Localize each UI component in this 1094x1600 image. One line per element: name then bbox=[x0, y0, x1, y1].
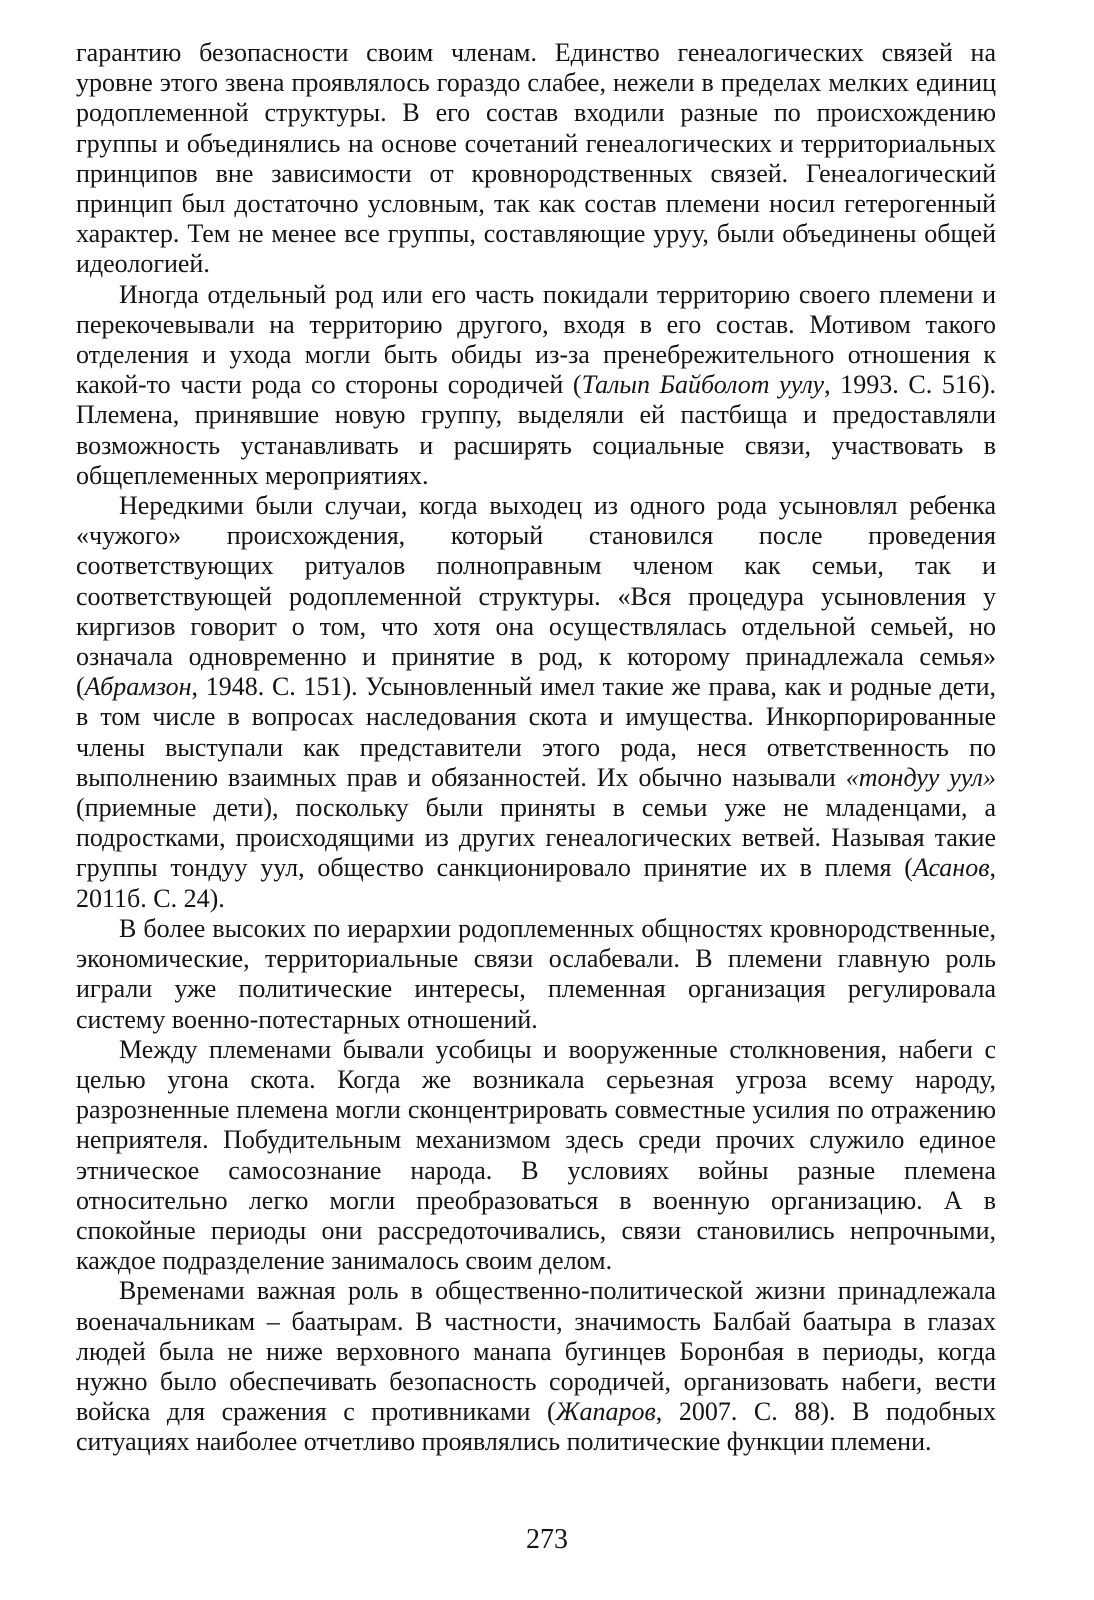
citation-italic-text: Асанов bbox=[912, 853, 990, 883]
citation-italic-text: Талып Байболот уулу bbox=[581, 370, 825, 400]
paragraph-text: Между племенами бывали усобицы и вооруженные столкновения, набеги с целью угона скота. Когда же возникала серьезная угроза всему народу, разрозненные племена могли сконцентрировать совместные усилия по отражению неприятеля. Побудительным механизмом здесь среди прочих служило единое этническое самосознание народа. В условиях войны разные племена относительно легко могли преобразоваться в военную организацию. А в спокойные периоды они рассредоточивались, связи становились непрочными, каждое подразделение занималось своим делом. bbox=[76, 1034, 996, 1276]
citation-italic-text: «тондуу уул» bbox=[845, 762, 996, 792]
paragraph-text: Временами важная роль в общественно-политической жизни принадлежала военачальникам – баатырам. В частности, значимость Балбай баатыра в глазах людей была не ниже верховного манапа бугинцев Боронбая в периоды, когда нужно было обеспечивать безопасность сородичей, организовать набеги, вести войска для сражения с противниками ( bbox=[76, 1276, 996, 1427]
body-paragraph bbox=[76, 38, 996, 280]
body-paragraph bbox=[76, 280, 996, 491]
body-paragraph bbox=[76, 1035, 996, 1277]
citation-italic-text: Абрамзон bbox=[84, 672, 192, 702]
page-number: 273 bbox=[526, 1524, 568, 1555]
body-paragraph bbox=[76, 491, 996, 914]
paragraph-text: , 1993. С. 516). Племена, принявшие новую группу, выделяли ей пастбища и предоставляли возможность устанавливать и расширять социальные связи, участвовать в общеплеменных мероприятиях. bbox=[76, 370, 997, 490]
paragraph-text: В более высоких по иерархии родоплеменных общностях кровнородственные, экономические, территориальные связи ослабевали. В племени главную роль играли уже политические интересы, племенная организация регулировала систему военно-потестарных отношений. bbox=[76, 913, 996, 1034]
paragraph-text: гарантию безопасности своим членам. Единство генеалогических связей на уровне этого звена проявлялось гораздо слабее, нежели в пределах мелких единиц родоплеменной структуры. В его состав входили разные по происхождению группы и объединялись на основе сочетаний генеалогических и территориальных принципов вне зависимости от кровнородственных связей. Генеалогический принцип был достаточно условным, так как состав племени носил гетерогенный характер. Тем не менее все группы, составляющие уруу, были объединены общей идеологией. bbox=[76, 38, 996, 279]
paragraph-text: Иногда отдельный род или его часть покидали территорию своего племени и перекочевывали на территорию другого, входя в его состав. Мотивом такого отделения и ухода могли быть обиды из-за пренебрежительного отношения к какой-то части рода со стороны сородичей ( bbox=[76, 279, 996, 400]
body-paragraph bbox=[76, 1276, 996, 1457]
paragraph-text: , 2011б. С. 24). bbox=[76, 853, 996, 913]
body-paragraph bbox=[76, 914, 996, 1035]
paragraph-text: , 1948. С. 151). Усыновленный имел такие же права, как и родные дети, в том числе в вопросах наследования скота и имущества. Инкорпорированные члены выступали как представители этого рода, неся ответственность по выполнению взаимных прав и обязанностей. Их обычно называли bbox=[76, 672, 996, 792]
page-body bbox=[76, 38, 996, 1458]
paragraph-text: , 2007. С. 88). В подобных ситуациях наиболее отчетливо проявлялись политические функции племени. bbox=[76, 1397, 996, 1457]
paragraph-text: (приемные дети), поскольку были приняты в семьи уже не младенцами, а подростками, происходящими из других генеалогических ветвей. Называя такие группы тондуу уул, общество санкционировало принятие их в племя ( bbox=[76, 793, 996, 883]
paragraph-text: Нередкими были случаи, когда выходец из одного рода усыновлял ребенка «чужого» происхождения, который становился после проведения соответствующих ритуалов полноправным членом как семьи, так и соответствующей родоплеменной структуры. «Вся процедура усыновления у киргизов говорит о том, что хотя она осуществлялась отдельной семьей, но означала одновременно и принятие в род, к которому принадлежала семья» ( bbox=[76, 491, 996, 702]
citation-italic-text: Жапаров bbox=[555, 1397, 656, 1427]
